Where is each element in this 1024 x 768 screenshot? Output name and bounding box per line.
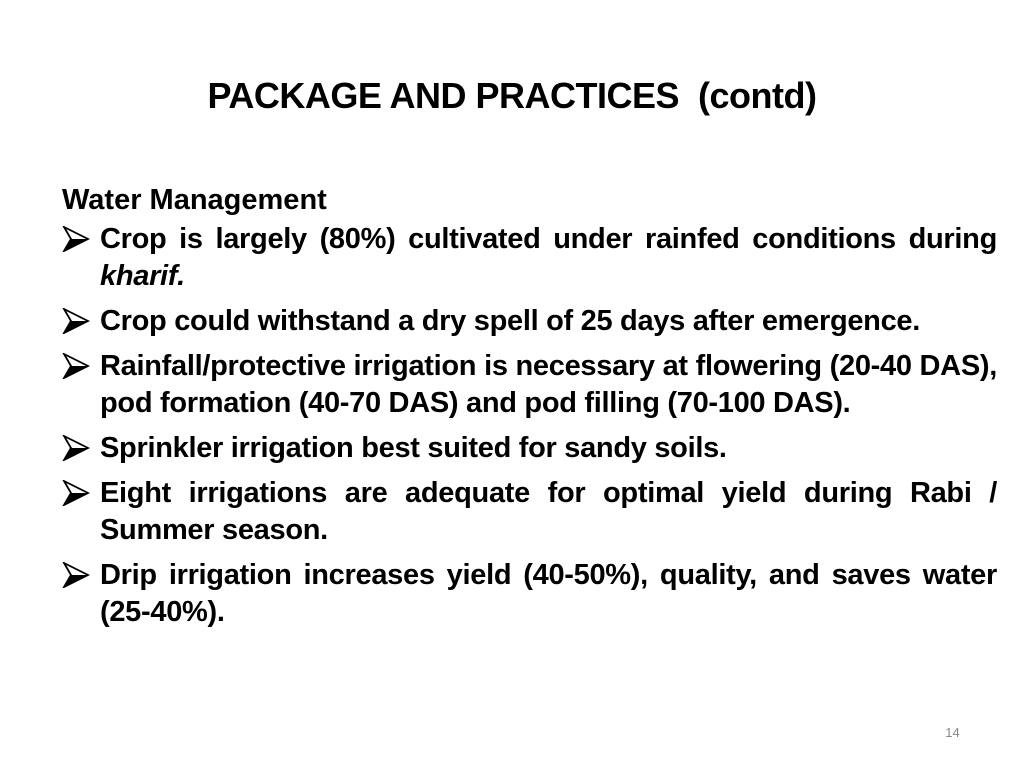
bullet-text: Eight irrigations are adequate for optimal yield during Rabi / Summer season. bbox=[100, 477, 997, 546]
bullet-text: Rainfall/protective irrigation is necessary at flowering (20-40 DAS), pod formation (40-70 DAS) and pod filling (70-100 DAS). bbox=[100, 350, 997, 419]
slide-content bbox=[62, 181, 997, 639]
page-number: 14 bbox=[945, 725, 960, 740]
arrowhead-bullet-icon bbox=[62, 353, 90, 379]
arrowhead-bullet-icon bbox=[62, 562, 90, 588]
bullet-item bbox=[62, 303, 997, 340]
bullet-item bbox=[62, 221, 997, 295]
arrowhead-bullet-icon bbox=[62, 308, 90, 334]
arrowhead-bullet-icon bbox=[62, 226, 90, 252]
arrowhead-bullet-icon bbox=[62, 435, 90, 461]
arrowhead-bullet-icon bbox=[62, 480, 90, 506]
bullet-text-emphasis: kharif. bbox=[100, 260, 185, 292]
bullet-text: Drip irrigation increases yield (40-50%), quality, and saves water (25-40%). bbox=[100, 559, 997, 628]
bullet-text bbox=[100, 221, 997, 295]
bullet-list bbox=[62, 221, 997, 631]
bullet-item bbox=[62, 475, 997, 549]
section-heading: Water Management bbox=[62, 184, 327, 216]
bullet-item bbox=[62, 430, 997, 467]
bullet-item bbox=[62, 348, 997, 422]
bullet-text: Crop could withstand a dry spell of 25 days after emergence. bbox=[100, 305, 921, 337]
bullet-item bbox=[62, 557, 997, 631]
slide-title: PACKAGE AND PRACTICES (contd) bbox=[207, 75, 817, 116]
bullet-text-main: Crop is largely (80%) cultivated under rainfed conditions during bbox=[100, 223, 997, 255]
bullet-text: Sprinkler irrigation best suited for sandy soils. bbox=[100, 432, 727, 464]
